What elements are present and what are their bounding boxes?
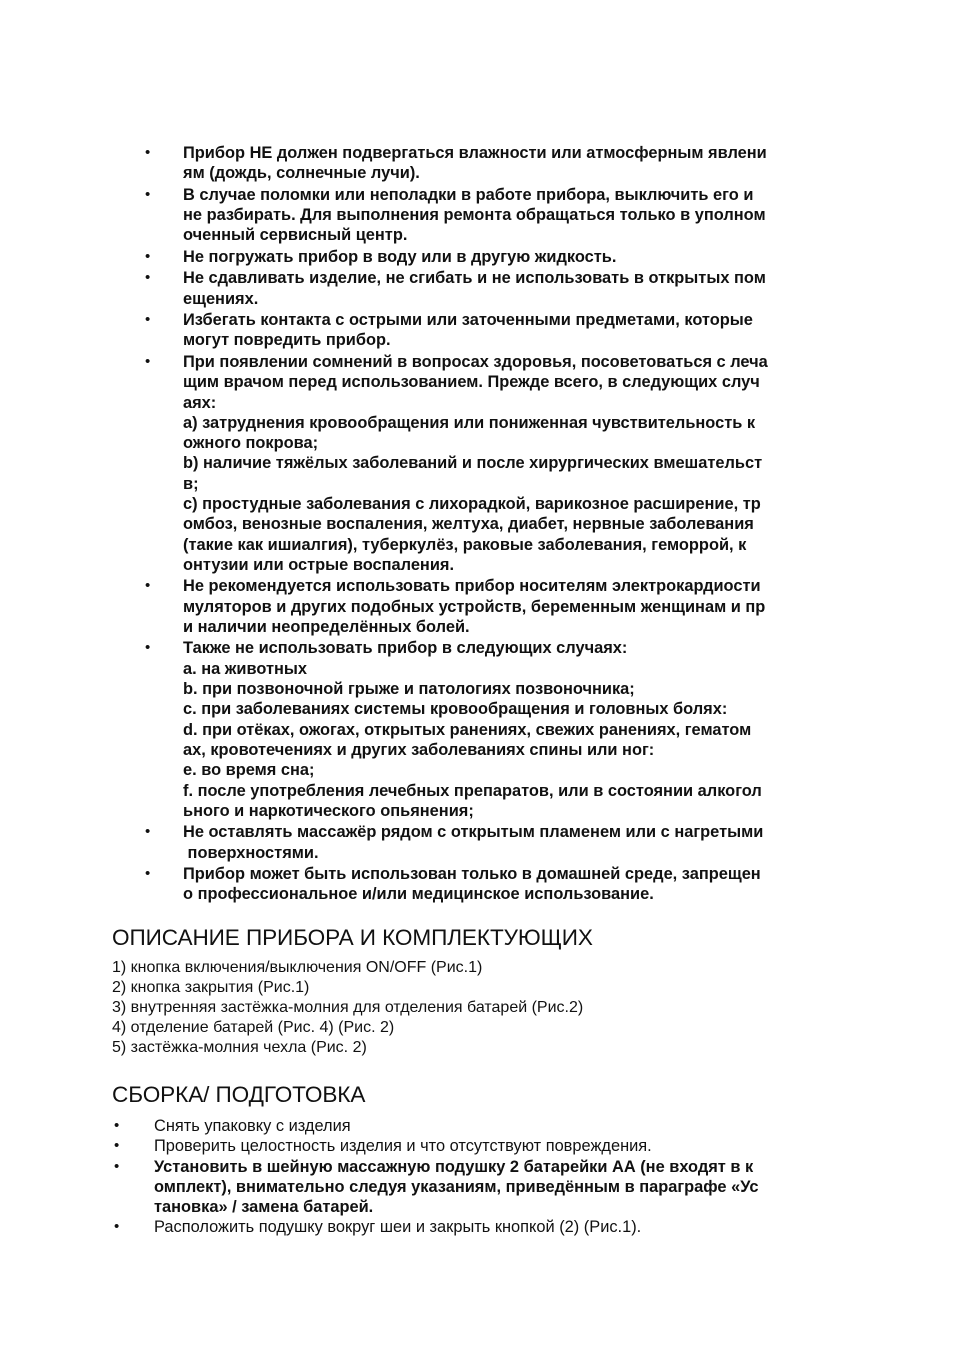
text-line: оченный сервисный центр. [183,226,408,245]
bullet: • [114,1157,120,1175]
bullet: • [114,1117,120,1134]
text-line: о профессиональное и/или медицинское использование. [183,885,654,904]
list-item [142,576,832,637]
text-line: Не рекомендуется использовать прибор носителям электрокардиости [183,577,761,596]
text-line: (такие как ишиалгия), туберкулёз, раковые заболевания, геморрой, к [183,535,747,554]
text-line: не разбирать. Для выполнения ремонта обращаться только в уполном [183,206,766,225]
bullet: • [145,247,151,265]
list-item [142,822,832,863]
text-line: Установить в шейную массажную подушку 2 батарейки АА (не входят в к [154,1157,754,1176]
bullet: • [145,352,151,370]
text-line: Не погружать прибор в воду или в другую жидкость. [183,247,617,266]
text-line: ьного и наркотического опьянения; [183,801,474,820]
list-item [142,864,832,905]
text-line: Не сдавливать изделие, не сгибать и не использовать в открытых пом [183,269,766,288]
text-line: онтузии или острые воспаления. [183,555,455,574]
list-item: 2) кнопка закрытия (Рис.1) [112,979,310,997]
list-item [112,1157,832,1218]
list-item [112,1217,832,1237]
text-line: Прибор НЕ должен подвергаться влажности или атмосферным явлени [183,144,767,162]
text-line: c) простудные заболевания с лихорадкой, варикозное расширение, тр [183,494,761,513]
text-line: могут повредить прибор. [183,331,391,350]
safety-warnings-list [142,143,832,906]
bullet: • [145,311,151,329]
text-line: щим врачом перед использованием. Прежде всего, в следующих случ [183,373,760,392]
text-line: а) затруднения кровообращения или пониженная чувствительность к [183,413,756,432]
bullet: • [145,823,151,841]
text-line: муляторов и других подобных устройств, беременным женщинам и пр [183,597,766,616]
text-line: Не оставлять массажёр рядом с открытым пламенем или с нагретыми [183,823,764,842]
text-line: омбоз, венозные воспаления, желтуха, диабет, нервные заболевания [183,515,754,534]
text-line: e. во время сна; [183,761,315,780]
list-item [142,352,832,575]
text-line: омплект), внимательно следуя указаниям, приведённым в параграфе «Ус [154,1177,759,1196]
text-line: Снять упаковку с изделия [154,1117,351,1135]
text-line: Прибор может быть использован только в домашней среде, запрещен [183,865,761,884]
assembly-steps-list [112,1116,832,1238]
parts-list [112,958,583,1058]
bullet: • [145,865,151,883]
text-line: в; [183,474,199,493]
section-heading-description: ОПИСАНИЕ ПРИБОРА И КОМПЛЕКТУЮЩИХ [112,925,593,950]
list-item: 5) застёжка-молния чехла (Рис. 2) [112,1039,367,1057]
bullet: • [145,577,151,595]
list-item [142,268,832,309]
bullet: • [114,1137,120,1155]
list-item [142,185,832,246]
text-line: аях: [183,393,217,412]
text-line: и наличии неопределённых болей. [183,617,470,636]
list-item: 1) кнопка включения/выключения ON/OFF (Рис.1) [112,959,483,976]
text-line: a. на животных [183,659,307,678]
list-item [112,1136,832,1156]
text-line: При появлении сомнений в вопросах здоровья, посоветоваться с леча [183,352,768,371]
section-heading-assembly: СБОРКА/ ПОДГОТОВКА [112,1082,366,1107]
text-line: поверхностями. [183,843,319,862]
bullet: • [145,639,151,657]
text-line: В случае поломки или неполадки в работе прибора, выключить его и [183,185,754,204]
list-item [142,247,832,267]
text-line: Также не использовать прибор в следующих случаях: [183,639,628,658]
list-item [112,1116,832,1136]
list-item [142,638,832,821]
text-line: b. при позвоночной грыже и патологиях позвоночника; [183,680,635,699]
bullet: • [145,144,151,161]
text-line: Проверить целостность изделия и что отсутствуют повреждения. [154,1137,652,1156]
text-line: ещениях. [183,289,259,308]
text-line: Избегать контакта с острыми или заточенными предметами, которые [183,311,753,330]
text-line: ожного покрова; [183,434,319,453]
bullet: • [145,185,151,203]
list-item: 3) внутренняя застёжка-молния для отделения батарей (Рис.2) [112,999,584,1017]
text-line: b) наличие тяжёлых заболеваний и после хирургических вмешательст [183,454,763,473]
text-line: c. при заболеваниях системы кровообращения и головных болях: [183,700,728,719]
text-line: тановка» / замена батарей. [154,1198,374,1217]
text-line: ах, кровотечениях и других заболеваниях спины или ног: [183,740,655,759]
text-line: Расположить подушку вокруг шеи и закрыть кнопкой (2) (Рис.1). [154,1218,642,1237]
list-item [142,143,832,184]
list-item [142,310,832,351]
bullet: • [145,269,151,287]
list-item: 4) отделение батарей (Рис. 4) (Рис. 2) [112,1019,395,1037]
text-line: d. при отёках, ожогах, открытых ранениях, свежих ранениях, гематом [183,720,752,739]
bullet: • [114,1218,120,1236]
text-line: ям (дождь, солнечные лучи). [183,164,420,183]
text-line: f. после употребления лечебных препаратов, или в состоянии алкогол [183,781,762,800]
